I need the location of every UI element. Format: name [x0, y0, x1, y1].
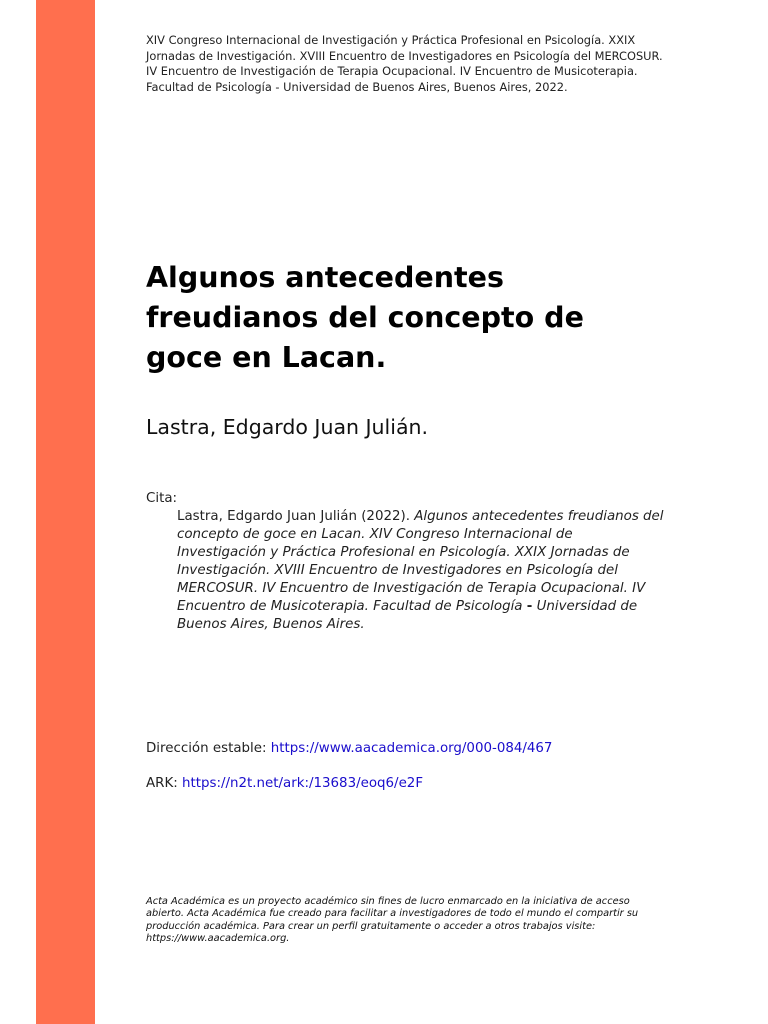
title-line: Algunos antecedentes: [146, 261, 504, 294]
ark-label: ARK:: [146, 776, 183, 791]
citation-line: Investigación. XVIII Encuentro de Investigadores en Psicología del: [177, 563, 618, 578]
citation-line: Buenos Aires, Buenos Aires.: [177, 617, 365, 632]
citation-line-part: Universidad de: [532, 599, 638, 614]
side-color-band: [36, 0, 95, 1024]
stable-address: [146, 740, 552, 758]
title-line: freudianos del concepto de: [146, 301, 584, 334]
footer-line: https://www.aacademica.org.: [146, 932, 290, 944]
citation-title-start: Algunos antecedentes freudianos del: [414, 509, 664, 524]
stable-address-label: Dirección estable:: [146, 741, 271, 756]
ark-identifier: [146, 775, 423, 793]
footer-line: Acta Académica es un proyecto académico sin fines de lucro enmarcado en la iniciativa de acceso: [146, 896, 630, 907]
citation-line: MERCOSUR. IV Encuentro de Investigación de Terapia Ocupacional. IV: [177, 581, 646, 596]
citation-line-part: Encuentro de Musicoterapia. Facultad de Psicología: [177, 599, 527, 614]
citation-line: concepto de goce en Lacan. XIV Congreso Internacional de: [177, 527, 573, 542]
citation-line: Investigación y Práctica Profesional en Psicología. XXIX Jornadas de: [177, 545, 630, 560]
footer-note: [146, 896, 726, 945]
conference-header: [146, 33, 726, 95]
citation-label: Cita:: [146, 491, 178, 506]
footer-line: producción académica. Para crear un perfil gratuitamente o acceder a otros trabajos visite:: [146, 920, 596, 932]
document-title: [146, 258, 726, 378]
header-line: IV Encuentro de Investigación de Terapia Ocupacional. IV Encuentro de Musicoterapia.: [146, 64, 638, 78]
header-line: XIV Congreso Internacional de Investigación y Práctica Profesional en Psicología. XXIX: [146, 33, 636, 47]
citation-dash: -: [526, 599, 533, 614]
header-line: Facultad de Psicología - Universidad de Buenos Aires, Buenos Aires, 2022.: [146, 79, 568, 94]
footer-line: abierto. Acta Académica fue creado para facilitar a investigadores de todo el mundo el compartir su: [146, 908, 639, 920]
author-name: Lastra, Edgardo Juan Julián.: [146, 415, 429, 439]
citation-author-year: Lastra, Edgardo Juan Julián (2022).: [177, 509, 415, 524]
citation-line: [177, 508, 737, 526]
title-line: goce en Lacan.: [146, 341, 387, 374]
citation-line: [177, 598, 737, 616]
header-line: Jornadas de Investigación. XVIII Encuentro de Investigadores en Psicología del MERCOSUR.: [146, 48, 663, 63]
ark-link[interactable]: https://n2t.net/ark:/13683/eoq6/e2F: [182, 776, 424, 791]
citation-text: [177, 508, 737, 634]
stable-address-link[interactable]: https://www.aacademica.org/000-084/467: [270, 741, 553, 756]
